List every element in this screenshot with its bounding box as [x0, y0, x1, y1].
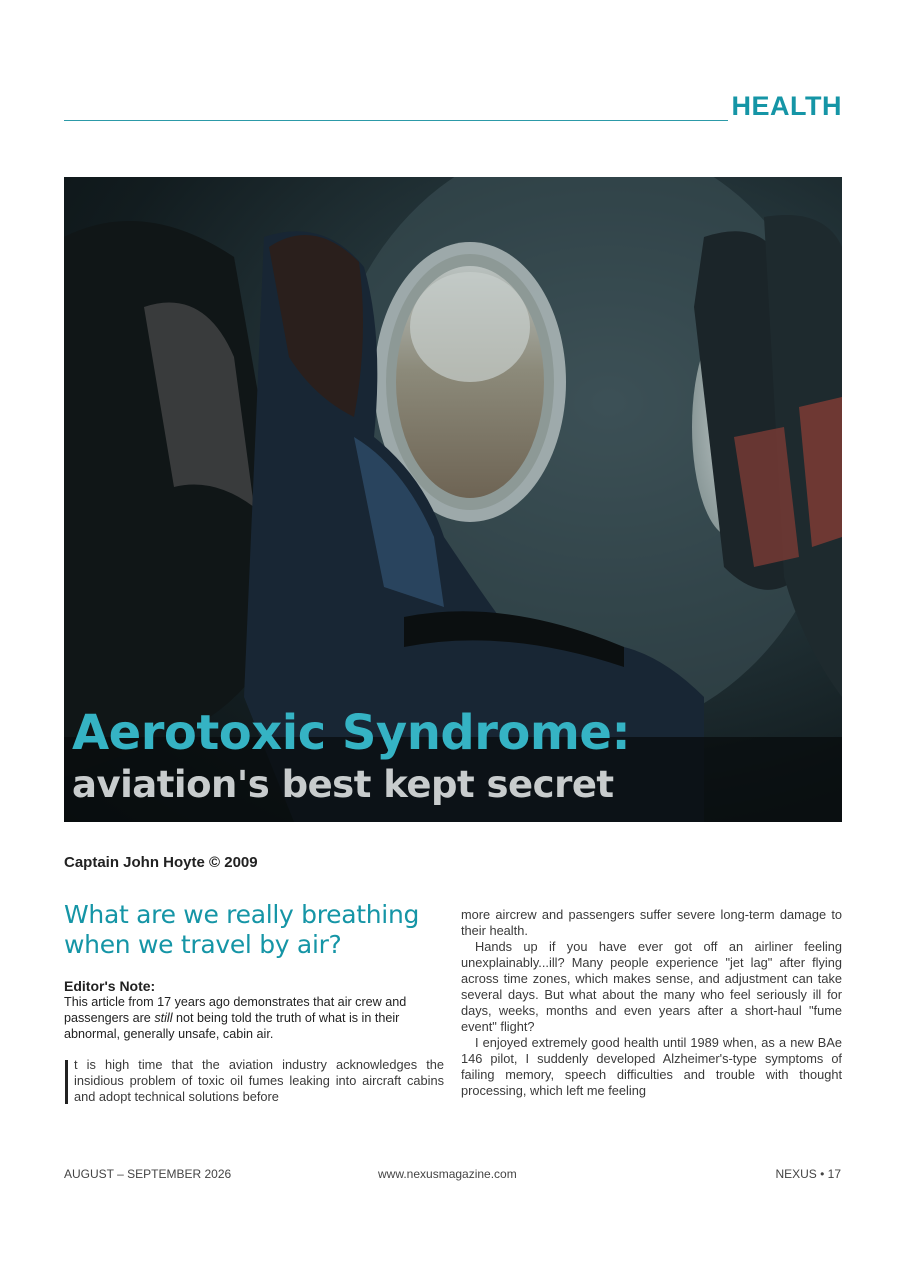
section-rule [64, 120, 728, 121]
footer-page-number: NEXUS • 17 [775, 1167, 841, 1181]
author-byline: Captain John Hoyte © 2009 [64, 854, 258, 871]
body-paragraph: more aircrew and passengers suffer severe long-term damage to their health. [461, 907, 842, 938]
body-paragraph: Hands up if you have ever got off an airliner feeling unexplainably...ill? Many people experience "jet lag" after flying across time zones, which makes sense, and adjustment can take several days. But what about the many who feel seriously ill for days, weeks, months and even years after a short-haul "fume event" flight? [461, 939, 842, 1034]
right-column [461, 907, 842, 1099]
body-paragraph: I enjoyed extremely good health until 1989 when, as a new BAe 146 pilot, I suddenly developed Alzheimer's-type symptoms of failing memory, speech difficulties and trouble with thought processing, which left me feeling [461, 1035, 842, 1098]
editors-note-text: This article from 17 years ago demonstrates that air crew and passengers are still not being told the truth of what is in their abnormal, generally unsafe, cabin air. [64, 995, 407, 1041]
editors-note-label: Editor's Note: [64, 978, 156, 994]
article-headline: What are we really breathing when we travel by air? [64, 900, 420, 959]
footer-website: www.nexusmagazine.com [378, 1167, 517, 1181]
hero-photo [64, 177, 842, 822]
lead-paragraph: t is high time that the aviation industry acknowledges the insidious problem of toxic oil fumes leaking into aircraft cabins and adopt technical solutions before [64, 1057, 444, 1105]
article-title: Aerotoxic Syndrome: [72, 705, 631, 761]
footer-issue-date: AUGUST – SEPTEMBER 2026 [64, 1167, 232, 1181]
left-column [64, 900, 444, 1118]
section-label: HEALTH [731, 91, 842, 121]
article-subtitle: aviation's best kept secret [72, 763, 614, 806]
